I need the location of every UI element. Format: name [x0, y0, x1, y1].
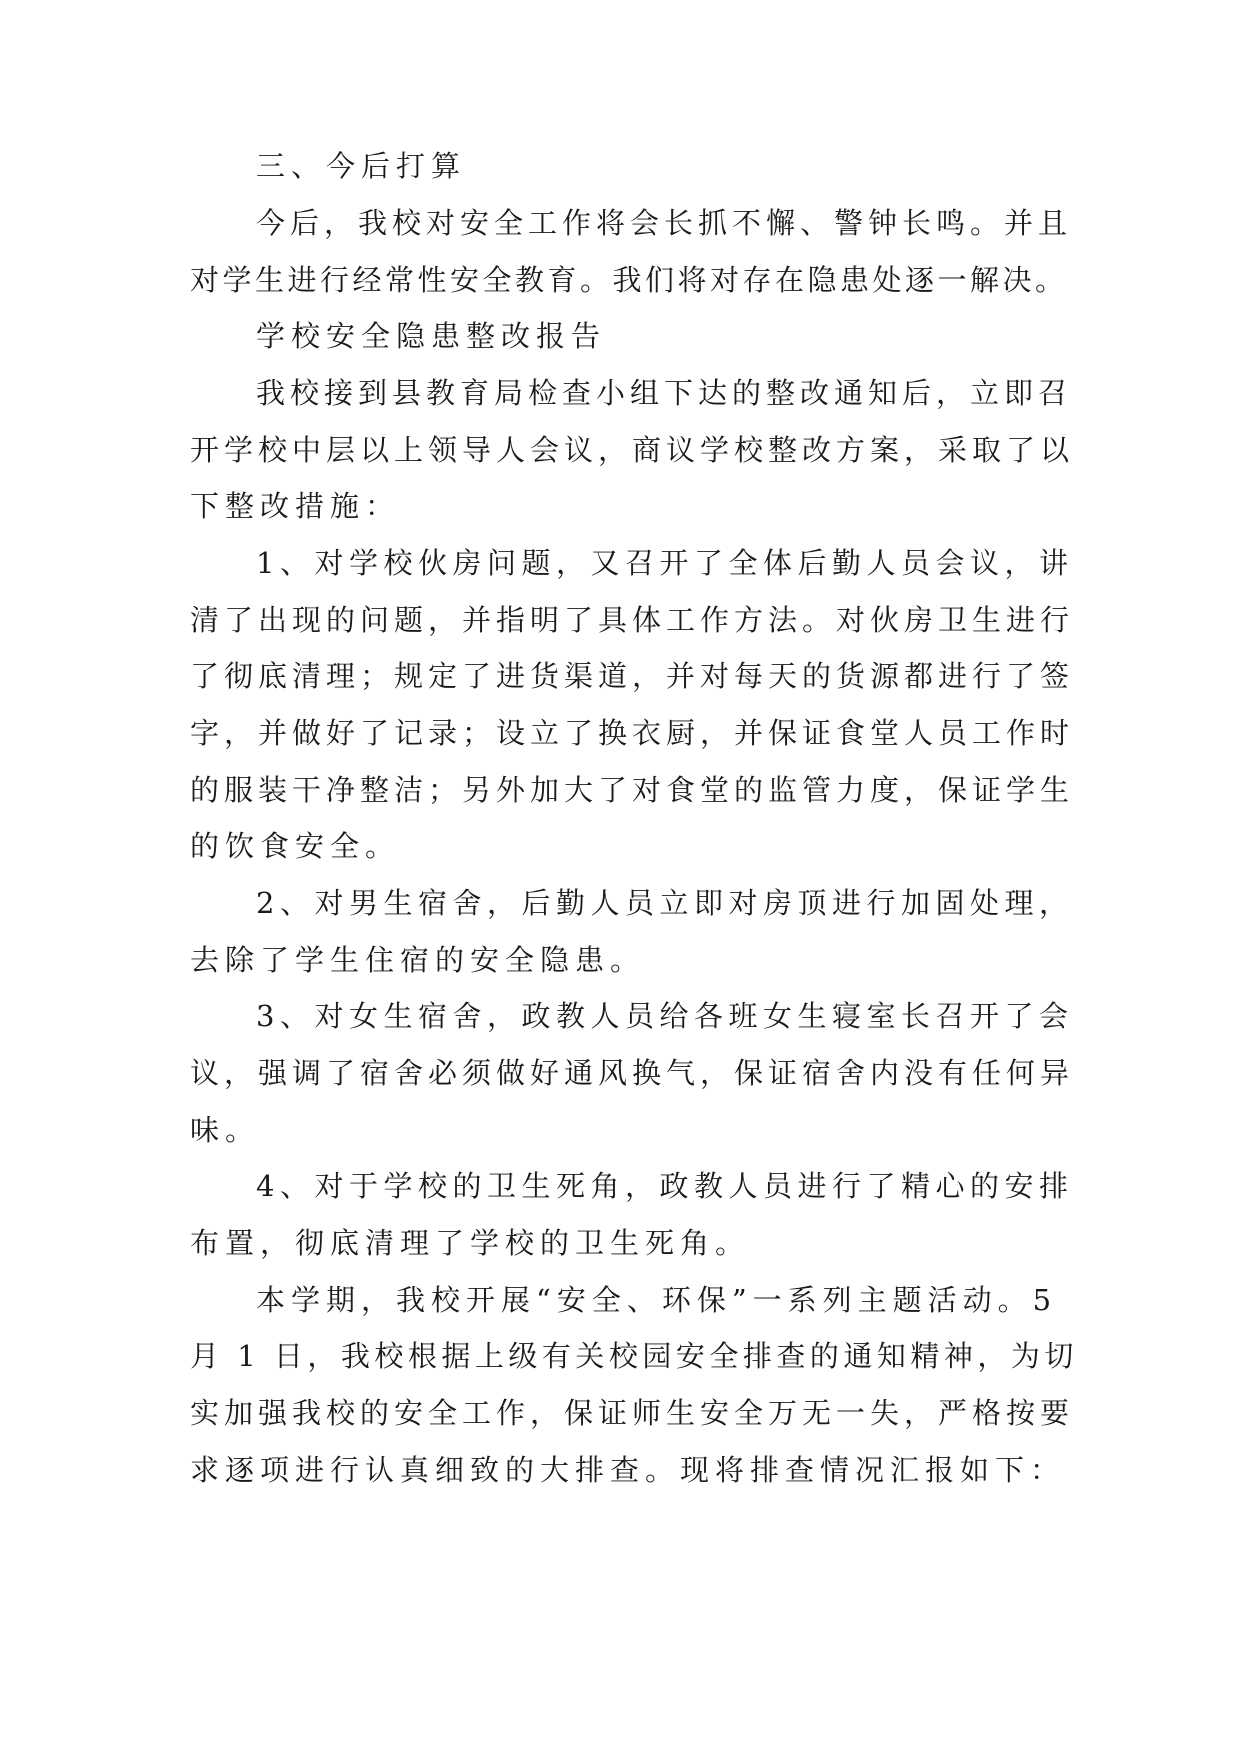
paragraph-item-3-line-1: 3、对女生宿舍，政教人员给各班女生寝室长召开了会 — [256, 999, 1074, 1033]
paragraph-item-1-line-6: 的饮食安全。 — [190, 829, 401, 863]
paragraph-item-3-line-3: 味。 — [190, 1113, 261, 1147]
paragraph-semester-line-3: 实加强我校的安全工作，保证师生安全万无一失，严格按要 — [190, 1396, 1075, 1430]
paragraph-item-1-line-2: 清了出现的问题，并指明了具体工作方法。对伙房卫生进行 — [190, 603, 1075, 637]
paragraph-semester-line-4: 求逐项进行认真细致的大排查。现将排查情况汇报如下： — [190, 1453, 1066, 1487]
paragraph-intro-line-2: 开学校中层以上领导人会议，商议学校整改方案，采取了以 — [190, 433, 1075, 467]
paragraph-item-1-line-5: 的服装干净整洁；另外加大了对食堂的监管力度，保证学生 — [190, 773, 1075, 807]
paragraph-semester-line-1: 本学期，我校开展“安全、环保”一系列主题活动。5 — [256, 1283, 1058, 1317]
paragraph-future-plans-line-2: 对学生进行经常性安全教育。我们将对存在隐患处逐一解决。 — [190, 263, 1068, 297]
paragraph-item-2-line-2: 去除了学生住宿的安全隐患。 — [190, 943, 646, 977]
paragraph-intro-line-1: 我校接到县教育局检查小组下达的整改通知后，立即召 — [256, 376, 1073, 410]
paragraph-intro-line-3: 下整改措施： — [190, 489, 401, 523]
paragraph-future-plans-line-1: 今后，我校对安全工作将会长抓不懈、警钟长鸣。并且 — [256, 206, 1073, 240]
paragraph-item-1-line-4: 字，并做好了记录；设立了换衣厨，并保证食堂人员工作时 — [190, 716, 1075, 750]
paragraph-semester-line-2: 月 1 日，我校根据上级有关校园安全排查的通知精神，为切 — [190, 1339, 1078, 1373]
paragraph-item-3-line-2: 议，强调了宿舍必须做好通风换气，保证宿舍内没有任何异 — [190, 1056, 1075, 1090]
heading-future-plans: 三、今后打算 — [256, 149, 467, 183]
heading-report-title: 学校安全隐患整改报告 — [256, 319, 607, 353]
paragraph-item-4-line-2: 布置，彻底清理了学校的卫生死角。 — [190, 1226, 751, 1260]
paragraph-item-1-line-1: 1、对学校伙房问题，又召开了全体后勤人员会议，讲 — [256, 546, 1074, 580]
paragraph-item-1-line-3: 了彻底清理；规定了进货渠道，并对每天的货源都进行了签 — [190, 659, 1075, 693]
paragraph-item-2-line-1: 2、对男生宿舍，后勤人员立即对房顶进行加固处理， — [256, 886, 1074, 920]
paragraph-item-4-line-1: 4、对于学校的卫生死角，政教人员进行了精心的安排 — [256, 1169, 1074, 1203]
